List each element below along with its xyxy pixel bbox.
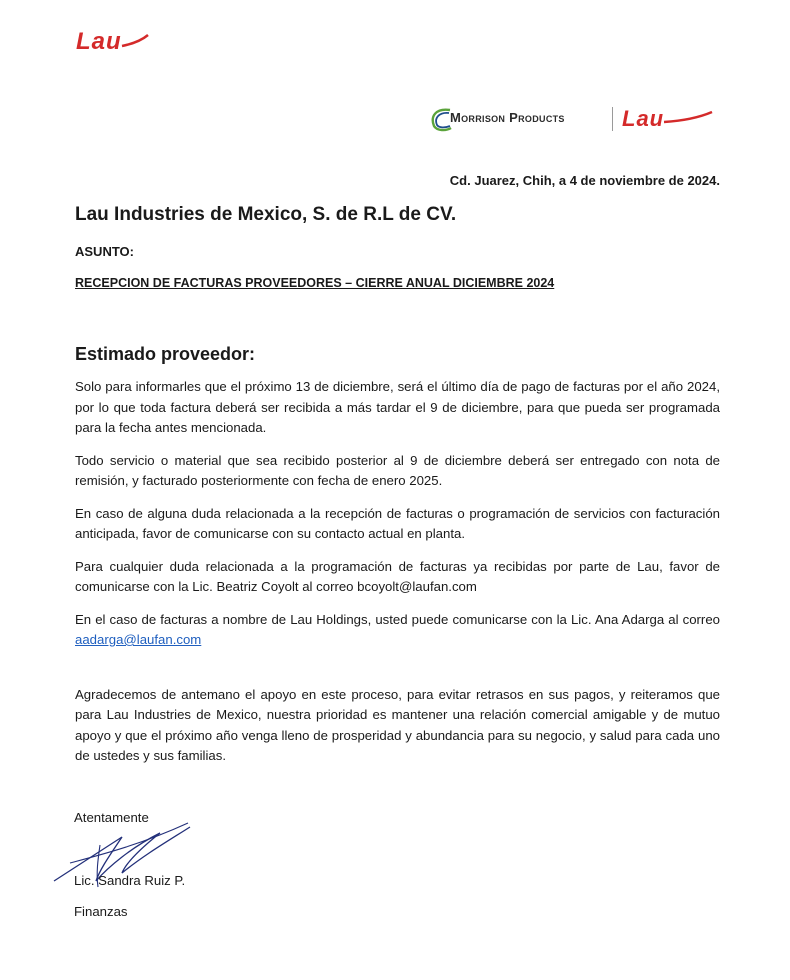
lau-header-logo: Lau xyxy=(622,106,664,132)
greeting: Estimado proveedor: xyxy=(75,344,256,364)
sign-off: Atentamente xyxy=(74,810,149,825)
morrison-swirl-icon xyxy=(430,106,452,132)
letter-date: Cd. Juarez, Chih, a 4 de noviembre de 2024. xyxy=(449,173,720,188)
logo-divider xyxy=(612,107,613,131)
signer-name: Lic. Sandra Ruiz P. xyxy=(74,873,186,888)
paragraph-2: Todo servicio o material que sea recibido posterior al 9 de diciembre deberá ser entregado con nota de remisión, y facturado posteriormente con fecha de enero 2025. xyxy=(75,452,720,488)
subject-label: ASUNTO: xyxy=(75,244,134,259)
lau-swoosh-icon xyxy=(120,34,150,48)
lau-swoosh-icon xyxy=(662,110,714,124)
paragraph-5-text: En el caso de facturas a nombre de Lau Holdings, usted puede comunicarse con la Lic. Ana Adarga al correo xyxy=(75,611,720,627)
paragraph-closing: Agradecemos de antemano el apoyo en este proceso, para evitar retrasos en sus pagos, y reiteramos que para Lau Industries de Mexico, nuestra prioridad es mantener una relación comercial amigable y de mutuo apoyo y que el próximo año venga lleno de prosperidad y abundancia para su negocio, y salud para cada uno de ustedes y sus familias. xyxy=(75,686,720,763)
letter-body xyxy=(75,377,720,779)
company-name: Lau Industries de Mexico, S. de R.L de CV. xyxy=(75,204,457,225)
email-link[interactable]: aadarga@laufan.com xyxy=(75,632,202,647)
subject-line: RECEPCION DE FACTURAS PROVEEDORES – CIERRE ANUAL DICIEMBRE 2024 xyxy=(75,276,555,290)
header-logos xyxy=(430,104,720,136)
lau-logo: Lau xyxy=(76,28,122,56)
signer-department: Finanzas xyxy=(74,904,128,919)
morrison-logo-text: Morrison Products xyxy=(450,110,565,125)
paragraph-5 xyxy=(75,610,720,651)
paragraph-4: Para cualquier duda relacionada a la programación de facturas ya recibidas por parte de Lau, favor de comunicarse con la Lic. Beatriz Coyolt al correo bcoyolt@laufan.com xyxy=(75,558,720,594)
paragraph-3: En caso de alguna duda relacionada a la recepción de facturas o programación de servicios con facturación anticipada, favor de comunicarse con su contacto actual en planta. xyxy=(75,505,720,541)
paragraph-1: Solo para informarles que el próximo 13 de diciembre, será el último día de pago de facturas por el año 2024, por lo que toda factura deberá ser recibida a más tardar el 9 de diciembre, para que pueda ser programada para la fecha antes mencionada. xyxy=(75,379,720,435)
